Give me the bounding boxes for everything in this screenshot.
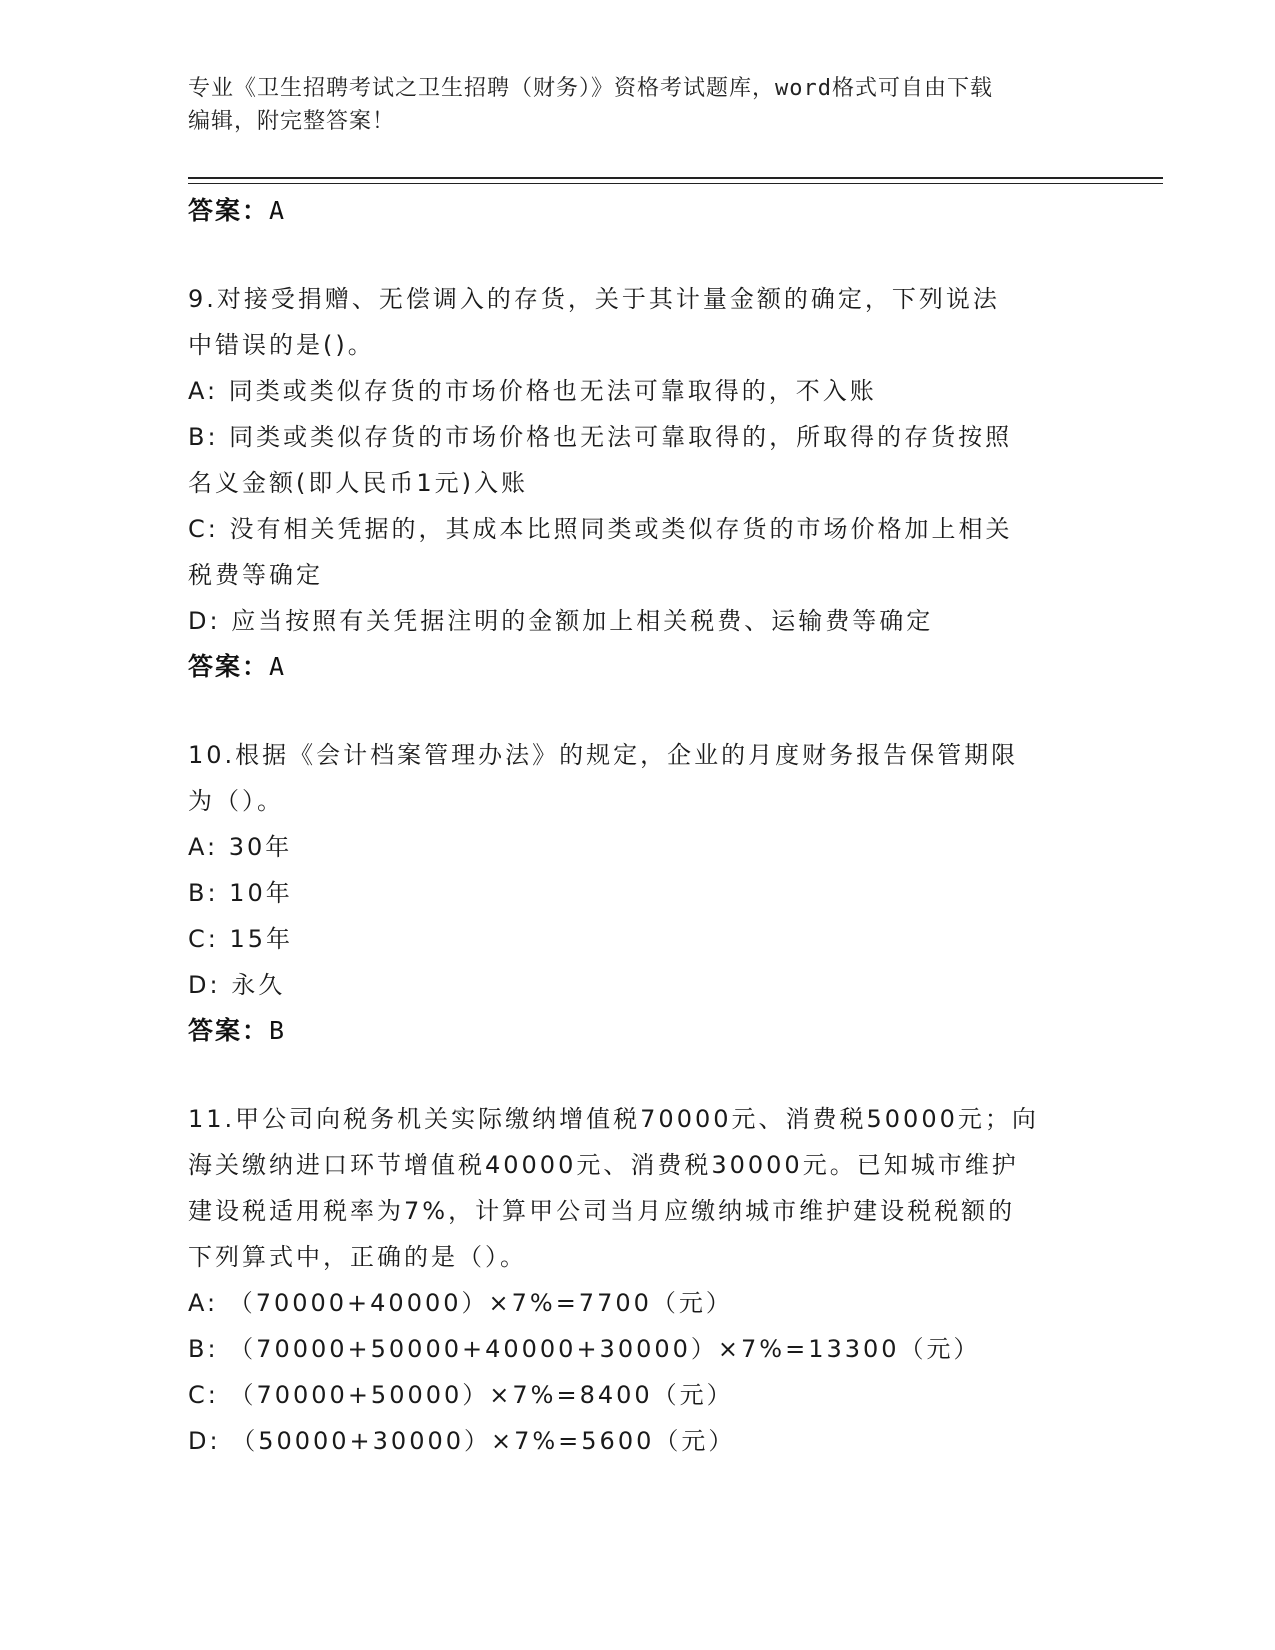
option-c: C: 没有相关凭据的，其成本比照同类或类似存货的市场价格加上相关 bbox=[188, 515, 1013, 543]
answer-value: A bbox=[269, 652, 287, 681]
option-a: A: 30年 bbox=[188, 833, 293, 861]
answer-line bbox=[188, 1008, 1088, 1054]
option-a: A: （70000+40000）×7%=7700（元） bbox=[188, 1289, 733, 1317]
answer-value: B bbox=[269, 1016, 287, 1045]
answer-line bbox=[188, 644, 1088, 690]
question-10 bbox=[188, 732, 1088, 1054]
answer-line-prev bbox=[188, 188, 1088, 234]
header-divider-thick bbox=[188, 177, 1163, 179]
question-9 bbox=[188, 276, 1088, 690]
option-b: B: 同类或类似存货的市场价格也无法可靠取得的，所取得的存货按照 bbox=[188, 423, 1013, 451]
option-b-continued: 名义金额(即人民币1元)入账 bbox=[188, 469, 528, 497]
question-stem: 10.根据《会计档案管理办法》的规定，企业的月度财务报告保管期限 bbox=[188, 741, 1019, 769]
option-d: D: （50000+30000）×7%=5600（元） bbox=[188, 1427, 736, 1455]
option-c: C: （70000+50000）×7%=8400（元） bbox=[188, 1381, 734, 1409]
question-stem: 中错误的是()。 bbox=[188, 331, 375, 359]
option-a: A: 同类或类似存货的市场价格也无法可靠取得的，不入账 bbox=[188, 377, 877, 405]
answer-label: 答案： bbox=[188, 652, 270, 681]
question-stem: 11.甲公司向税务机关实际缴纳增值税70000元、消费税50000元；向 bbox=[188, 1105, 1039, 1133]
header-line-2: 编辑，附完整答案！ bbox=[188, 109, 396, 134]
answer-label: 答案： bbox=[188, 196, 270, 225]
option-b: B: 10年 bbox=[188, 879, 293, 907]
question-stem: 建设税适用税率为7%，计算甲公司当月应缴纳城市维护建设税税额的 bbox=[188, 1197, 1016, 1225]
option-c: C: 15年 bbox=[188, 925, 294, 953]
question-stem: 9.对接受捐赠、无偿调入的存货，关于其计量金额的确定，下列说法 bbox=[188, 285, 1000, 313]
header-divider-thin bbox=[188, 183, 1163, 184]
question-11 bbox=[188, 1096, 1088, 1464]
document-body bbox=[188, 188, 1088, 1464]
option-c-continued: 税费等确定 bbox=[188, 561, 323, 589]
question-stem: 海关缴纳进口环节增值税40000元、消费税30000元。已知城市维护 bbox=[188, 1151, 1019, 1179]
option-d: D: 永久 bbox=[188, 971, 286, 999]
option-d: D: 应当按照有关凭据注明的金额加上相关税费、运输费等确定 bbox=[188, 607, 934, 635]
question-stem: 下列算式中，正确的是（）。 bbox=[188, 1243, 527, 1271]
header-line-1: 专业《卫生招聘考试之卫生招聘（财务）》资格考试题库，word格式可自由下载 bbox=[188, 76, 993, 101]
option-b: B: （70000+50000+40000+30000）×7%=13300（元） bbox=[188, 1335, 981, 1363]
document-header bbox=[188, 72, 1108, 138]
answer-value: A bbox=[269, 196, 287, 225]
answer-label: 答案： bbox=[188, 1016, 270, 1045]
question-stem: 为（）。 bbox=[188, 787, 284, 815]
